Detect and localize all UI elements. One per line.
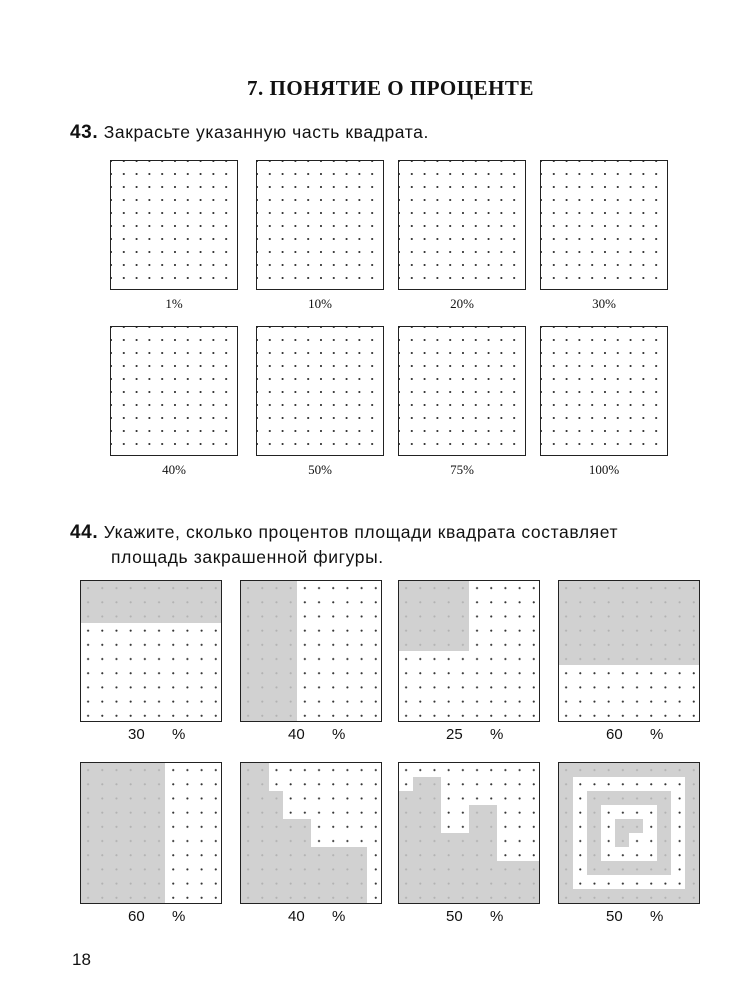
shaded-region xyxy=(559,763,699,777)
page-number: 18 xyxy=(72,950,91,969)
shaded-region xyxy=(311,847,367,903)
shaded-region xyxy=(469,805,497,903)
shaded-region xyxy=(685,777,699,903)
section-title: 7. ПОНЯТИЕ О ПРОЦЕНТЕ xyxy=(247,76,534,100)
percent-sign: % xyxy=(332,908,346,925)
percent-sign: % xyxy=(172,726,186,743)
shaded-region xyxy=(573,889,685,903)
percent-label: 100% xyxy=(588,462,620,477)
percent-label: 50% xyxy=(308,462,332,477)
task-text: Укажите, сколько процентов площади квадрата составляет xyxy=(103,522,619,542)
grid-square[interactable] xyxy=(540,326,668,456)
answer-value[interactable]: 50 xyxy=(446,908,463,925)
percent-label: 75% xyxy=(450,462,474,477)
shaded-region xyxy=(615,819,643,833)
task-text: площадь закрашенной фигуры. xyxy=(111,547,384,567)
percent-sign: % xyxy=(332,726,346,743)
shaded-figure-square xyxy=(398,762,540,904)
shaded-region xyxy=(399,791,413,903)
shaded-figure-square xyxy=(240,580,382,722)
answer-value[interactable]: 60 xyxy=(128,908,145,925)
task-43 xyxy=(70,120,429,145)
shaded-region xyxy=(255,763,269,791)
answer-value[interactable]: 40 xyxy=(288,726,305,743)
shaded-region xyxy=(81,581,221,623)
shaded-region xyxy=(497,861,539,903)
task-text: Закрасьте указанную часть квадрата. xyxy=(103,122,429,142)
grid-square[interactable] xyxy=(398,160,526,290)
shaded-region xyxy=(601,861,657,875)
shaded-region xyxy=(241,581,297,721)
percent-sign: % xyxy=(650,726,664,743)
answer-value[interactable]: 50 xyxy=(606,908,623,925)
percent-sign: % xyxy=(490,726,504,743)
percent-sign: % xyxy=(490,908,504,925)
grid-square[interactable] xyxy=(110,160,238,290)
grid-square[interactable] xyxy=(398,326,526,456)
shaded-figure-square xyxy=(398,580,540,722)
grid-square[interactable] xyxy=(110,326,238,456)
grid-square[interactable] xyxy=(256,326,384,456)
percent-label: 1% xyxy=(165,296,183,311)
percent-sign: % xyxy=(172,908,186,925)
shaded-region xyxy=(559,777,573,903)
task-number: 44. xyxy=(70,522,99,543)
grid-square[interactable] xyxy=(256,160,384,290)
shaded-region xyxy=(657,805,671,875)
shaded-region xyxy=(615,833,629,847)
shaded-region xyxy=(241,763,255,903)
shaded-region xyxy=(413,777,441,903)
task-44 xyxy=(70,520,618,569)
shaded-region xyxy=(441,833,469,903)
shaded-region xyxy=(587,805,601,875)
shaded-figure-square xyxy=(80,580,222,722)
shaded-figure-square xyxy=(240,762,382,904)
shaded-figure-square xyxy=(558,762,700,904)
percent-label: 10% xyxy=(308,296,332,311)
shaded-figure-square xyxy=(80,762,222,904)
percent-label: 20% xyxy=(450,296,474,311)
shaded-figure-square xyxy=(558,580,700,722)
task-number: 43. xyxy=(70,122,99,143)
percent-label: 40% xyxy=(162,462,186,477)
shaded-region xyxy=(399,581,469,651)
shaded-region xyxy=(283,819,311,903)
shaded-region xyxy=(587,791,671,805)
percent-sign: % xyxy=(650,908,664,925)
shaded-region xyxy=(559,581,699,665)
answer-value[interactable]: 40 xyxy=(288,908,305,925)
answer-value[interactable]: 60 xyxy=(606,726,623,743)
grid-square[interactable] xyxy=(540,160,668,290)
shaded-region xyxy=(81,763,165,903)
answer-value[interactable]: 25 xyxy=(446,726,463,743)
shaded-region xyxy=(255,791,283,903)
answer-value[interactable]: 30 xyxy=(128,726,145,743)
percent-label: 30% xyxy=(592,296,616,311)
